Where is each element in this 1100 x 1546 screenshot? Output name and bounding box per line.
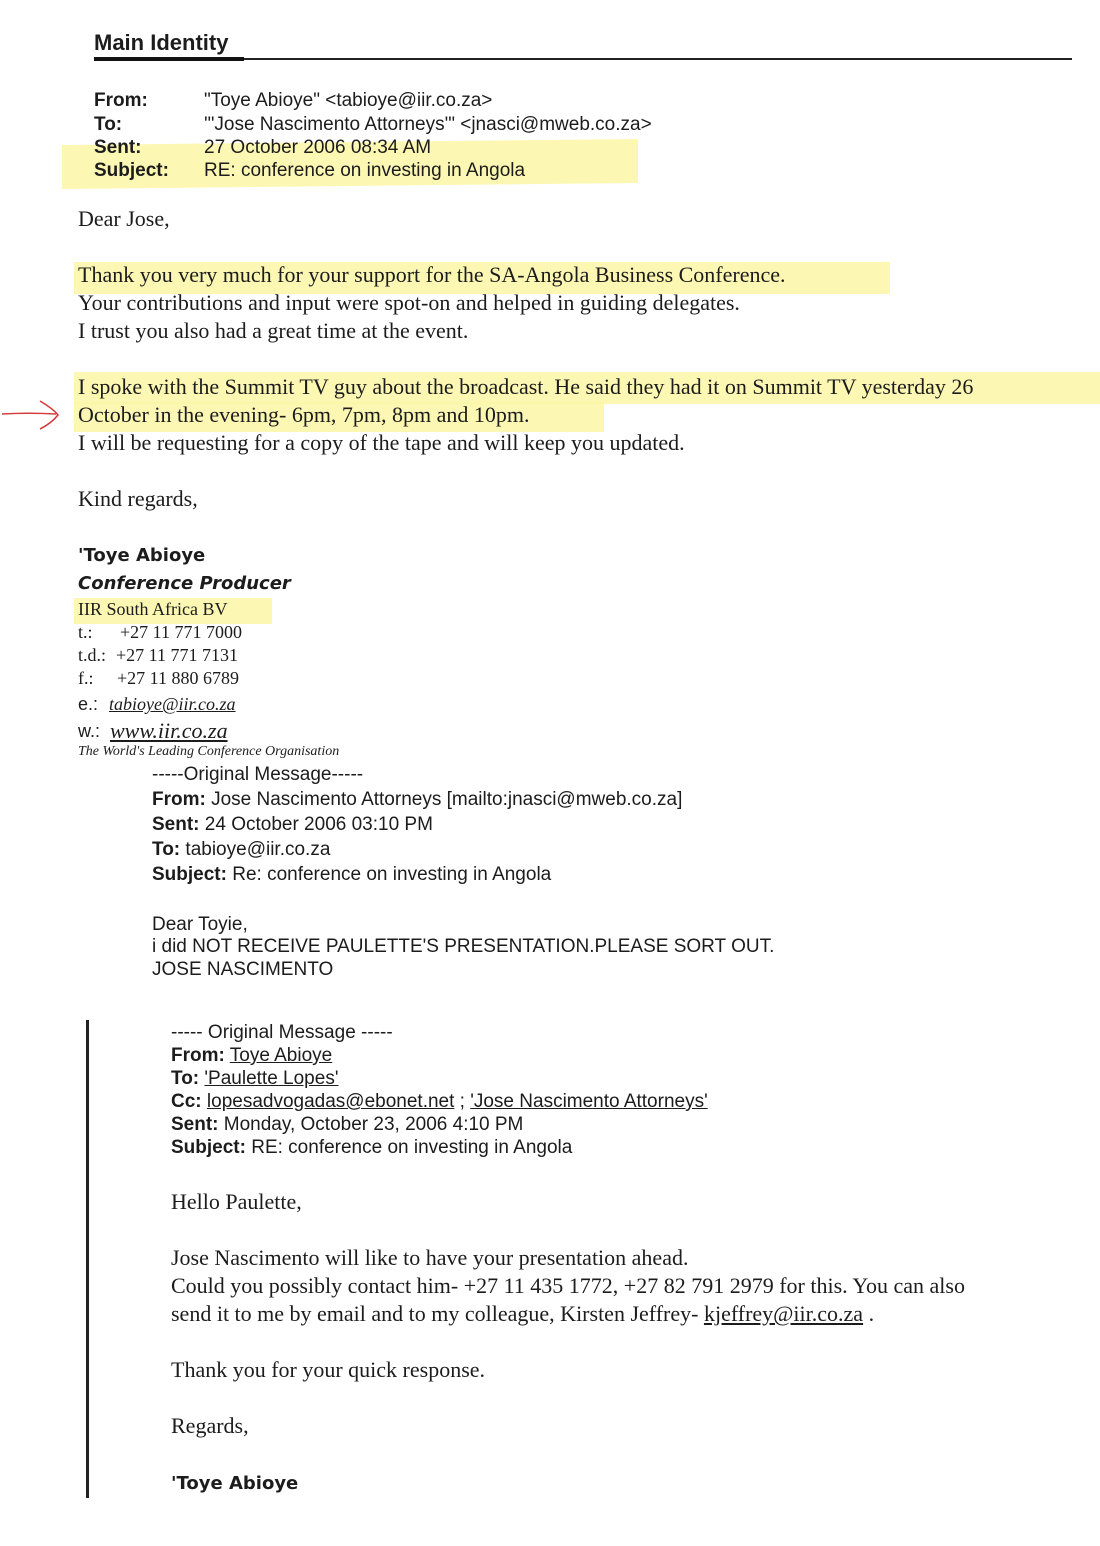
- original1-to-label: To:: [152, 839, 181, 860]
- signature-web-link[interactable]: www.iir.co.za: [110, 718, 228, 743]
- signature-direct-phone: +27 11 771 7131: [116, 645, 238, 665]
- body-paragraph-1-line-1: Thank you very much for your support for the SA-Angola Business Conference.: [78, 262, 786, 287]
- original2-divider: ----- Original Message -----: [171, 1022, 393, 1043]
- original1-sent-value: 24 October 2006 03:10 PM: [204, 814, 433, 835]
- signature-company: IIR South Africa BV: [78, 599, 228, 619]
- signature-role: Conference Producer: [78, 573, 291, 594]
- original2-paragraph-line-3-end: .: [863, 1301, 875, 1326]
- annotation-arrow-icon: [0, 398, 62, 432]
- original2-to-link[interactable]: 'Paulette Lopes': [204, 1068, 339, 1089]
- to-label: To:: [94, 114, 123, 135]
- original2-to-line: [171, 1068, 338, 1090]
- signature-fax: +27 11 880 6789: [117, 668, 239, 688]
- body-paragraph-1-line-2: Your contributions and input were spot-on and helped in guiding delegates.: [78, 290, 740, 315]
- original2-cc-link-2[interactable]: 'Jose Nascimento Attorneys': [470, 1091, 708, 1112]
- quote-bar: [86, 1020, 89, 1498]
- original2-paragraph-line-2: Could you possibly contact him- +27 11 435 1772, +27 82 791 2979 for this. You can also: [171, 1273, 965, 1298]
- original2-subject-value: RE: conference on investing in Angola: [251, 1137, 573, 1158]
- original2-sent-line: [171, 1114, 523, 1136]
- original1-subject-line: [152, 864, 551, 886]
- to-value: '"Jose Nascimento Attorneys'" <jnasci@mweb.co.za>: [204, 114, 652, 135]
- sent-value: 27 October 2006 08:34 AM: [204, 137, 432, 158]
- from-value: "Toye Abioye" <tabioye@iir.co.za>: [204, 90, 493, 111]
- closing: Kind regards,: [78, 486, 198, 511]
- original2-cc-link-1[interactable]: lopesadvogadas@ebonet.net: [206, 1091, 455, 1112]
- subject-label: Subject:: [94, 160, 169, 181]
- original2-subject-line: [171, 1137, 572, 1159]
- original1-line-2: i did NOT RECEIVE PAULETTE'S PRESENTATION.PLEASE SORT OUT.: [152, 936, 775, 957]
- original2-from-link[interactable]: Toye Abioye: [229, 1045, 333, 1066]
- original2-thanks: Thank you for your quick response.: [171, 1357, 486, 1382]
- original1-from-value: Jose Nascimento Attorneys [mailto:jnasci@mweb.co.za]: [211, 789, 683, 810]
- original1-line-1: Dear Toyie,: [152, 914, 248, 935]
- colleague-email-link[interactable]: kjeffrey@iir.co.za: [703, 1301, 864, 1326]
- original1-subject-label: Subject:: [152, 864, 227, 885]
- original1-to-line: [152, 839, 330, 861]
- original1-subject-value: Re: conference on investing in Angola: [232, 864, 552, 885]
- signature-email-link[interactable]: tabioye@iir.co.za: [109, 694, 236, 714]
- signature-tagline: The World's Leading Conference Organisation: [78, 744, 340, 759]
- signature-web-label: w.:: [78, 721, 101, 741]
- original2-paragraph-line-3-text: send it to me by email and to my colleague, Kirsten Jeffrey-: [171, 1301, 704, 1326]
- original2-cc-separator: ;: [454, 1091, 471, 1112]
- original1-sent-label: Sent:: [152, 814, 200, 835]
- original-message-divider: -----Original Message-----: [152, 764, 364, 785]
- sent-label: Sent:: [94, 137, 142, 158]
- original2-from-label: From:: [171, 1045, 225, 1066]
- original1-to-value: tabioye@iir.co.za: [185, 839, 331, 860]
- signature-phone: +27 11 771 7000: [120, 622, 242, 642]
- original2-paragraph-line-3: [171, 1301, 874, 1327]
- original1-from-label: From:: [152, 789, 206, 810]
- signature-fax-label: f.:: [78, 668, 94, 688]
- from-label: From:: [94, 90, 148, 111]
- original1-from-line: [152, 789, 682, 811]
- subject-value: RE: conference on investing in Angola: [204, 160, 526, 181]
- body-paragraph-2-line-3: I will be requesting for a copy of the tape and will keep you updated.: [78, 430, 685, 455]
- original2-paragraph-line-1: Jose Nascimento will like to have your presentation ahead.: [171, 1245, 689, 1270]
- original2-sent-label: Sent:: [171, 1114, 219, 1135]
- original2-cc-label: Cc:: [171, 1091, 202, 1112]
- signature-email-label: e.:: [78, 694, 99, 714]
- page-title: Main Identity: [94, 30, 229, 55]
- signature-phone-label: t.:: [78, 622, 93, 642]
- signature-name: 'Toye Abioye: [78, 545, 206, 566]
- original2-to-label: To:: [171, 1068, 200, 1089]
- original2-from-line: [171, 1045, 332, 1067]
- original2-subject-label: Subject:: [171, 1137, 246, 1158]
- greeting: Dear Jose,: [78, 206, 170, 231]
- body-paragraph-1-line-3: I trust you also had a great time at the event.: [78, 318, 469, 343]
- body-paragraph-2-line-2: October in the evening- 6pm, 7pm, 8pm and 10pm.: [78, 402, 530, 427]
- original2-greeting: Hello Paulette,: [171, 1189, 302, 1214]
- original1-sent-line: [152, 814, 433, 836]
- title-underline: [94, 57, 244, 61]
- original2-cc-line: [171, 1091, 708, 1113]
- signature-direct-label: t.d.:: [78, 645, 107, 665]
- original2-sent-value: Monday, October 23, 2006 4:10 PM: [223, 1114, 524, 1135]
- original2-signature-name: 'Toye Abioye: [171, 1473, 299, 1494]
- original1-line-3: JOSE NASCIMENTO: [152, 959, 334, 980]
- body-paragraph-2-line-1: I spoke with the Summit TV guy about the broadcast. He said they had it on Summit TV yesterday 26: [78, 374, 974, 399]
- original2-regards: Regards,: [171, 1413, 249, 1438]
